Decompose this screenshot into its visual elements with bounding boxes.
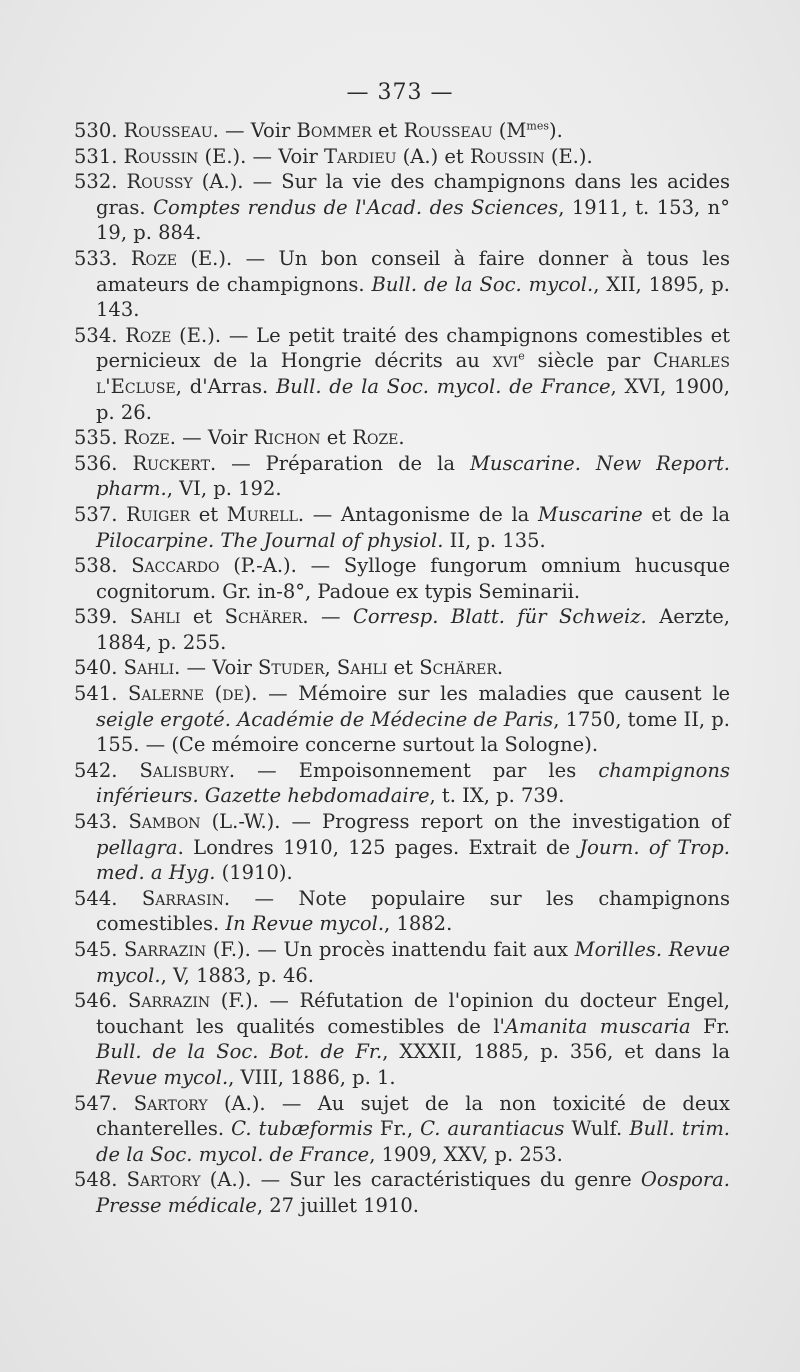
author-name: Sarrasin [141,886,224,910]
publication-title: Revue mycol. [96,1065,229,1089]
entry-text: (A.). — Sur les caractéristiques du genre [200,1168,641,1192]
author-name: Sarrazin [124,938,207,961]
publication-title: Bull. de la Soc. Bot. de Fr. [96,1040,383,1064]
bibliography-entry-534 [74,323,730,425]
entry-text: (E.). [544,144,593,168]
author-name: Sartory [126,1168,201,1192]
entry-text: , 1750, tome II, p. 155. — (Ce mémoire concerne surtout la Sologne). [96,707,730,757]
entry-number: 535. [74,426,118,450]
entry-text: et [320,426,353,450]
bibliography-entry-536 [74,451,730,502]
entry-text: , 27 juillet 1910. [256,1193,419,1217]
entry-text: ). [548,119,563,142]
author-name: Roussin [123,144,199,168]
entry-text: . — Voir [174,656,259,680]
entry-text: et [371,119,404,142]
author-name: Ruckert [132,451,210,475]
entry-text: . [398,426,405,450]
publication-title: Muscarine [537,502,643,526]
entry-text: (E.). — Un bon conseil à faire donner à tous les amateurs de champignons. [96,246,730,296]
entry-number: 530. [74,119,118,142]
author-name: Roussin [469,144,545,168]
entry-text: Wulf. [564,1117,630,1141]
publication-title: Bull. de la Soc. mycol. [371,272,594,296]
entry-number: 533. [74,246,118,270]
entry-text: II, p. 135. [443,528,546,552]
entry-text: , 1911, t. 153, n° 19, p. 884. [96,195,730,245]
author-name: Bommer [296,119,372,142]
entry-text: , V, 1883, p. 46. [160,963,314,987]
publication-title: C. tubæformis [231,1117,373,1141]
bibliography-entry-540 [74,655,730,681]
entry-text: , XVI, 1900, p. 26. [96,374,730,424]
entry-text: (F.). — Réfutation de l'opinion du docteur Engel, touchant les qualités comestibles de l' [96,989,730,1038]
publication-title: Morilles. Revue mycol. [96,938,731,987]
entry-text: , 1882. [384,912,453,936]
entry-text: . — Note populaire sur les champignons comestibles. [96,886,730,936]
bibliography-entry-548 [74,1167,730,1218]
entry-number: 537. [74,502,118,526]
author-name: Rousseau [123,119,213,142]
bibliography-entry-543 [74,809,730,886]
entry-text: . — Préparation de la [209,451,470,475]
publication-title: Bull. trim. de la Soc. mycol. de France [96,1117,731,1166]
entry-text: (L.-W.). — Progress report on the investigation of [200,810,731,834]
entry-text: (P.-A.). — Sylloge fungorum omnium hucusque cognitorum. Gr. in-8°, Padoue ex typis Seminarii. [96,554,730,603]
entry-text: . [496,656,504,680]
entry-text: . Londres 1910, 125 pages. Extrait de [177,835,580,859]
entry-text: Aerzte, 1884, p. 255. [96,605,730,654]
publication-title: Oospora. Presse médicale [96,1168,730,1217]
entry-number: 548. [74,1168,118,1192]
publication-title: Journ. of Trop. med. a Hyg. [96,835,730,885]
entry-number: 545. [74,938,118,961]
author-name: Roussy [126,170,193,194]
entry-text: (E.). — Voir [198,144,325,168]
publication-title: Bull. de la Soc. mycol. de France [275,374,611,398]
entry-text: Fr., [372,1117,421,1141]
entry-text: (E.). — Le petit traité des champignons comestibles et pernicieux de la Hongrie décrits au [96,323,730,373]
entry-text: . — Antagonisme de la [297,502,538,526]
author-name: Studer [258,656,325,680]
author-name: Murell [226,502,298,526]
publication-title: In Revue mycol. [225,912,385,936]
entry-text: (F.). — Un procès inattendu fait aux [206,938,575,961]
bibliography-entry-538 [74,553,730,604]
author-name: Tardieu [324,144,397,168]
bibliography-entry-537 [74,502,730,553]
bibliography-entry-533 [74,246,730,323]
author-name: Schärer [419,656,497,680]
author-name: Salerne (de) [128,682,252,706]
bibliography-entry-546 [74,988,730,1090]
entry-text: . — Mémoire sur les maladies que causent le [251,682,730,706]
entry-number: 544. [74,886,118,910]
entry-number: 532. [74,170,118,194]
bibliography-entry-544 [74,886,730,937]
entry-number: 534. [74,323,118,347]
entry-text: (M [492,119,527,142]
entry-text: . — Empoisonnement par les [228,758,599,782]
author-name: Richon [253,426,321,450]
entry-text: , d'Arras. [175,374,276,398]
publication-title: C. aurantiacus [420,1117,565,1141]
entry-text: siècle par [524,349,654,373]
author-name: Salisbury [139,758,229,782]
entry-text: Fr. [690,1014,731,1038]
entry-text: , VI, p. 192. [166,477,282,501]
entry-text: (A.) et [396,144,470,168]
entry-text: e [518,349,525,363]
author-name: Sahli [123,656,175,680]
author-name: Schärer [224,605,303,629]
entry-number: 543. [74,810,118,834]
entry-number: 540. [74,656,118,680]
bibliography-entry-531 [74,144,730,170]
entry-text: (1910). [215,861,293,885]
bibliography-entry-535 [74,425,730,451]
bibliography-list [74,118,730,1219]
publication-title: Comptes rendus de l'Acad. des Sciences [153,195,559,219]
bibliography-entry-542 [74,758,730,809]
publication-title: Muscarine. New Report. pharm. [96,451,730,501]
entry-text: (A.). — Sur la vie des champignons dans les acides gras. [96,170,730,219]
entry-text: . — [302,605,353,629]
bibliography-entry-532 [74,169,730,246]
author-name: Roze [352,426,399,450]
author-name: Roze [130,246,177,270]
entry-text: et de la [642,502,730,526]
entry-number: 546. [74,989,118,1013]
entry-number: 547. [74,1091,118,1115]
author-name: Sartory [133,1091,208,1115]
entry-text: et [180,605,225,629]
bibliography-entry-545 [74,937,730,988]
publication-title: Amanita muscaria [504,1014,691,1038]
publication-title: Pilocarpine. The Journal of physiol. [96,528,444,552]
entry-text: et [190,502,227,526]
author-name: xvi [492,349,519,373]
publication-title: champignons inférieurs. Gazette hebdomadaire [96,758,730,808]
author-name: Saccardo [131,554,220,578]
entry-number: 536. [74,451,118,475]
bibliography-entry-530 [74,118,730,144]
entry-number: 539. [74,605,118,629]
author-name: Roze [125,323,172,347]
entry-text: . — Voir [212,119,297,142]
author-name: Ruiger [126,502,191,526]
entry-text: et [387,656,420,680]
entry-number: 538. [74,554,118,578]
entry-text: (A.). — Au sujet de la non toxicité de deux chanterelles. [96,1091,731,1141]
entry-number: 531. [74,144,118,168]
author-name: Sahli [129,605,181,629]
publication-title: Corresp. Blatt. für Schweiz. [352,605,647,629]
entry-text: , t. IX, p. 739. [429,784,565,808]
author-name: Charles l'Ecluse [96,349,730,398]
entry-text: . — Voir [169,426,254,450]
entry-text: mes [526,119,549,133]
entry-text: , XII, 1895, p. 143. [96,272,730,322]
author-name: Sarrazin [128,989,211,1013]
entry-text: , [324,656,337,680]
entry-text: , VIII, 1886, p. 1. [228,1065,396,1089]
bibliography-entry-539 [74,604,730,655]
entry-text: , XXXII, 1885, p. 356, et dans la [382,1040,730,1064]
publication-title: seigle ergoté. Académie de Médecine de Paris [96,707,554,731]
author-name: Sahli [336,656,388,680]
publication-title: pellagra [96,835,178,859]
author-name: Roze [123,426,170,450]
author-name: Rousseau [403,119,493,142]
bibliography-entry-547 [74,1091,730,1168]
entry-number: 541. [74,682,118,706]
page-number: — 373 — [346,80,454,105]
bibliography-entry-541 [74,681,730,758]
entry-text: , 1909, XXV, p. 253. [369,1142,563,1166]
entry-number: 542. [74,758,118,782]
author-name: Sambon [128,810,201,834]
